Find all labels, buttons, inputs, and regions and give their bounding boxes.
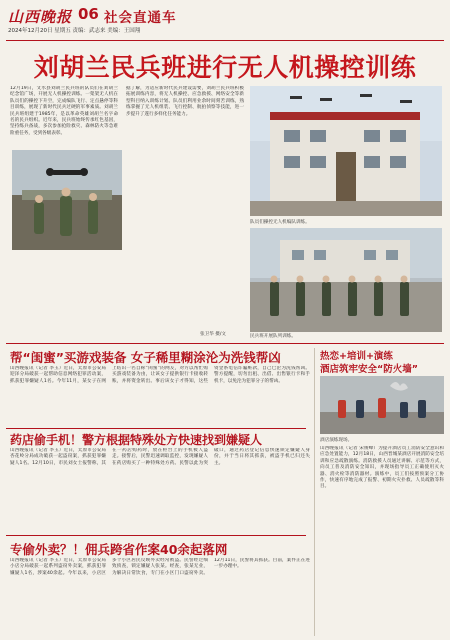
story5-headline-line2: 酒店筑牢安全“防火墙” — [320, 364, 418, 375]
column-divider — [314, 348, 315, 636]
lead-headline: 刘胡兰民兵班进行无人机操控训练 — [33, 53, 417, 82]
lead-photo-caption-1: 队员们操控无人机编队训练。 — [250, 220, 310, 225]
story5-photo-caption: 酒店演练现场。 — [320, 438, 353, 443]
story2-body: 山西晚报讯（记者 李玉）近日，太原市公安局迎泽分局破获一起帮助信息网络犯罪活动案，抓获犯罪嫌疑人1名。今年11月，某女子在网上结识一名自称“闺蜜”的网友，对方以帮忙购买游戏装备为由，让该女子提供银行卡接收转账，并将资金转出。事后该女子才得知，这些资金系电信诈骗赃款，自己已沦为洗钱帮凶。警方提醒，切勿出租、出借、出售银行卡和手机卡，以免沦为犯罪分子的帮凶。 — [10, 366, 310, 384]
section-rule-1 — [6, 343, 444, 344]
story2-headline: 帮“闺蜜”买游戏装备 女子稀里糊涂沦为洗钱帮凶 — [10, 350, 281, 365]
photo-drone-illustration — [12, 150, 122, 250]
dateline: 2024年12月20日 星期五 责编：武志来 美编：王国翔 — [8, 28, 141, 34]
lead-byline: 张卫华 摄/文 — [200, 332, 226, 337]
story5-photo-drill — [320, 376, 444, 434]
page-number: 06 — [78, 5, 99, 23]
photo-building-illustration — [250, 86, 442, 216]
header-rule — [6, 40, 444, 41]
story5-body: 山西晚报讯（记者 宋俊峰）为提升酒店员工消防安全意识和应急处置能力，12月18日，山西晋城某酒店开展消防安全培训和应急疏散演练。消防救援人员通过讲解、示范等方式，向员工普及消防安全知识，并现场指导员工正确使用灭火器、消火栓等消防器材。演练中，员工们按照预案分工协作，快速有序地完成了报警、初期火灾扑救、人员疏散等科目。 — [320, 446, 444, 490]
photo-fire-drill-illustration — [320, 376, 444, 434]
section-title: 社会直通车 — [104, 10, 177, 26]
section-rule-3 — [6, 535, 306, 536]
masthead — [6, 4, 444, 34]
story3-headline: 药店偷手机！警方根据特殊处方快速找到嫌疑人 — [10, 433, 263, 447]
story5-headline-line1: 热恋+培训+演练 — [320, 351, 393, 362]
story4-headline: 专偷外卖？！佣兵跨省作案40余起落网 — [10, 542, 228, 557]
newspaper-logo: 山西晚报 — [8, 8, 73, 26]
lead-body-col1: 12月19日，文水县刘胡兰民兵班的队员们在刘胡兰纪念馆广场，开展无人机操控训练。一架架无人机在队员们的操控下升空，完成编队飞行、定点悬停等科目训练，展现了新时代民兵过硬的军事素质。刘胡兰民兵班组建于1985年，是以革命英雄刘胡兰名字命名的民兵组织。近年来，民兵班始终传承红色基因，坚持练兵备战，多次参加抢险救灾、森林防火等急难险重任务，受到各级表彰。 — [10, 86, 118, 136]
story4-body: 山西晚报讯（记者 李玉）近日，太原市公安局小店分局破获一起系列盗窃外卖案，抓获犯罪嫌疑人1名，涉案40余起。今年以来，小店区多个小区居民反映外卖经常被盗。民警经过细致侦查，锁定嫌疑人张某。经查，张某无业，为解决日常饮食，专门在小区门口盗窃外卖。12月11日，民警将其抓获。目前，案件正在进一步办理中。 — [10, 558, 310, 576]
lead-photo-caption-2: 民兵班开展队列训练。 — [250, 334, 296, 339]
lead-photo-drones-sky — [250, 86, 442, 216]
photo-formation-illustration — [250, 228, 442, 332]
section-rule-2 — [6, 428, 306, 429]
story3-body: 山西晚报讯（记者 李玉）近日，太原市公安局杏花岭分局成功破获一起盗窃案，抓获犯罪嫌疑人1名。12月10日，市民刘女士报警称，其在一药店购药时，放在柜台上的手机被人盗走。接警后，民警迅速调取监控，发现嫌疑人在药店购买了一种特殊处方药。民警以此为突破口，通过药店登记信息快速锁定嫌疑人身份，并于当日将其抓获，被盗手机已归还失主。 — [10, 448, 310, 466]
lead-photo-drone — [12, 150, 122, 250]
lead-photo-formation — [250, 228, 442, 332]
lead-body-col2: 据了解，为适应新时代民兵建设需要，刘胡兰民兵班积极拓展训练内容，将无人机操控、应急救援、网络安全等新型科目纳入训练计划。队员们利用业余时间刻苦训练，熟练掌握了无人机组装、飞行控制、航拍侦察等技能，进一步提升了遂行多样化任务能力。 — [126, 86, 244, 117]
